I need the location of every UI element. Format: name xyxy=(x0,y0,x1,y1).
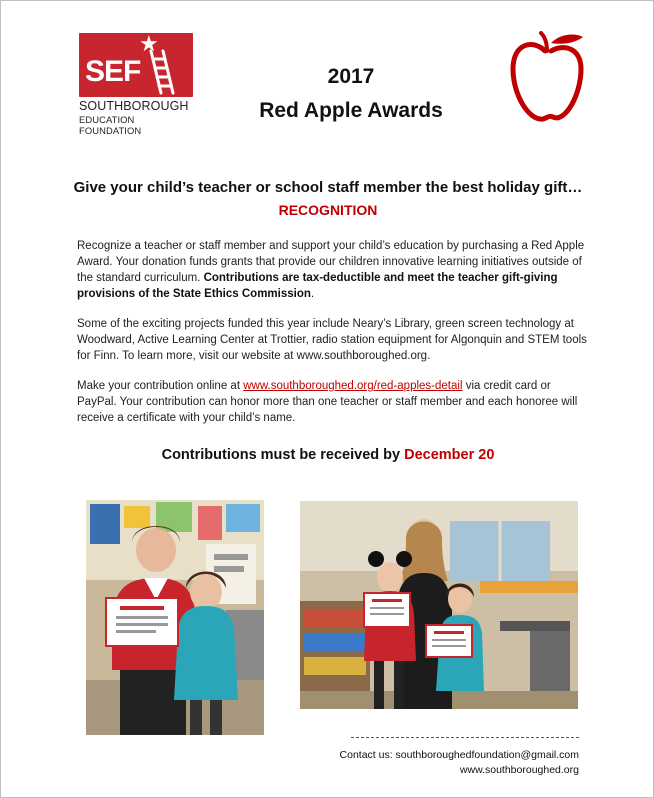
header-title: Red Apple Awards xyxy=(259,99,443,122)
sef-logo xyxy=(79,33,193,136)
contact-website[interactable]: www.southboroughed.org xyxy=(459,764,579,776)
contact-divider xyxy=(351,737,579,738)
paragraph3-after: via credit card or PayPal. Your contribution can honor more than one teacher or staff member and each honoree will receive a certificate with your child’s name. xyxy=(77,380,578,424)
subheadline: RECOGNITION xyxy=(278,202,378,218)
star-icon: ★ xyxy=(139,31,159,56)
photo-teacher-two-students xyxy=(300,501,578,709)
deadline-date: December 20 xyxy=(404,447,495,463)
apple-outline-icon xyxy=(507,29,587,129)
photo-teacher-student xyxy=(86,500,264,735)
contact-email[interactable]: Contact us: southboroughedfoundation@gmail.com xyxy=(339,749,579,761)
deadline xyxy=(41,447,615,463)
paragraph1-end: . xyxy=(310,288,315,300)
contact-block xyxy=(301,748,579,778)
paragraph1-text: Recognize a teacher or staff member and support your child’s education by purchasing a Red Apple Award. Your donation funds grants that provide our children innovative learning initiatives outside of the standard curriculum. xyxy=(77,240,585,284)
logo-line2: EDUCATION FOUNDATION xyxy=(79,114,142,136)
sef-logo-box xyxy=(79,33,193,97)
paragraph-recognize xyxy=(77,238,589,302)
ladder-icon xyxy=(145,49,179,95)
deadline-text: Contributions must be received by xyxy=(161,447,405,463)
logo-acronym: SEF xyxy=(85,55,141,88)
paragraph-projects: Some of the exciting projects funded this year include Neary’s Library, green screen technology at Woodward, Active Learning Center at Trottier, radio station equipment for Algonquin and STEM tools for Finn. To learn more, visit our website at www.southboroughed.org. xyxy=(77,318,587,362)
paragraph3-before: Make your contribution online at xyxy=(77,380,244,392)
headline: Give your child’s teacher or school staff member the best holiday gift… xyxy=(73,179,583,196)
paragraph1-bold: Contributions are tax-deductible and meet the teacher gift-giving provisions of the State Ethics Commission xyxy=(77,272,558,300)
header-year: 2017 xyxy=(327,65,375,88)
paragraph-contribute xyxy=(77,378,589,426)
logo-line1: SOUTHBOROUGH xyxy=(79,99,189,113)
red-apples-link[interactable]: www.southboroughed.org/red-apples-detail xyxy=(243,380,463,392)
